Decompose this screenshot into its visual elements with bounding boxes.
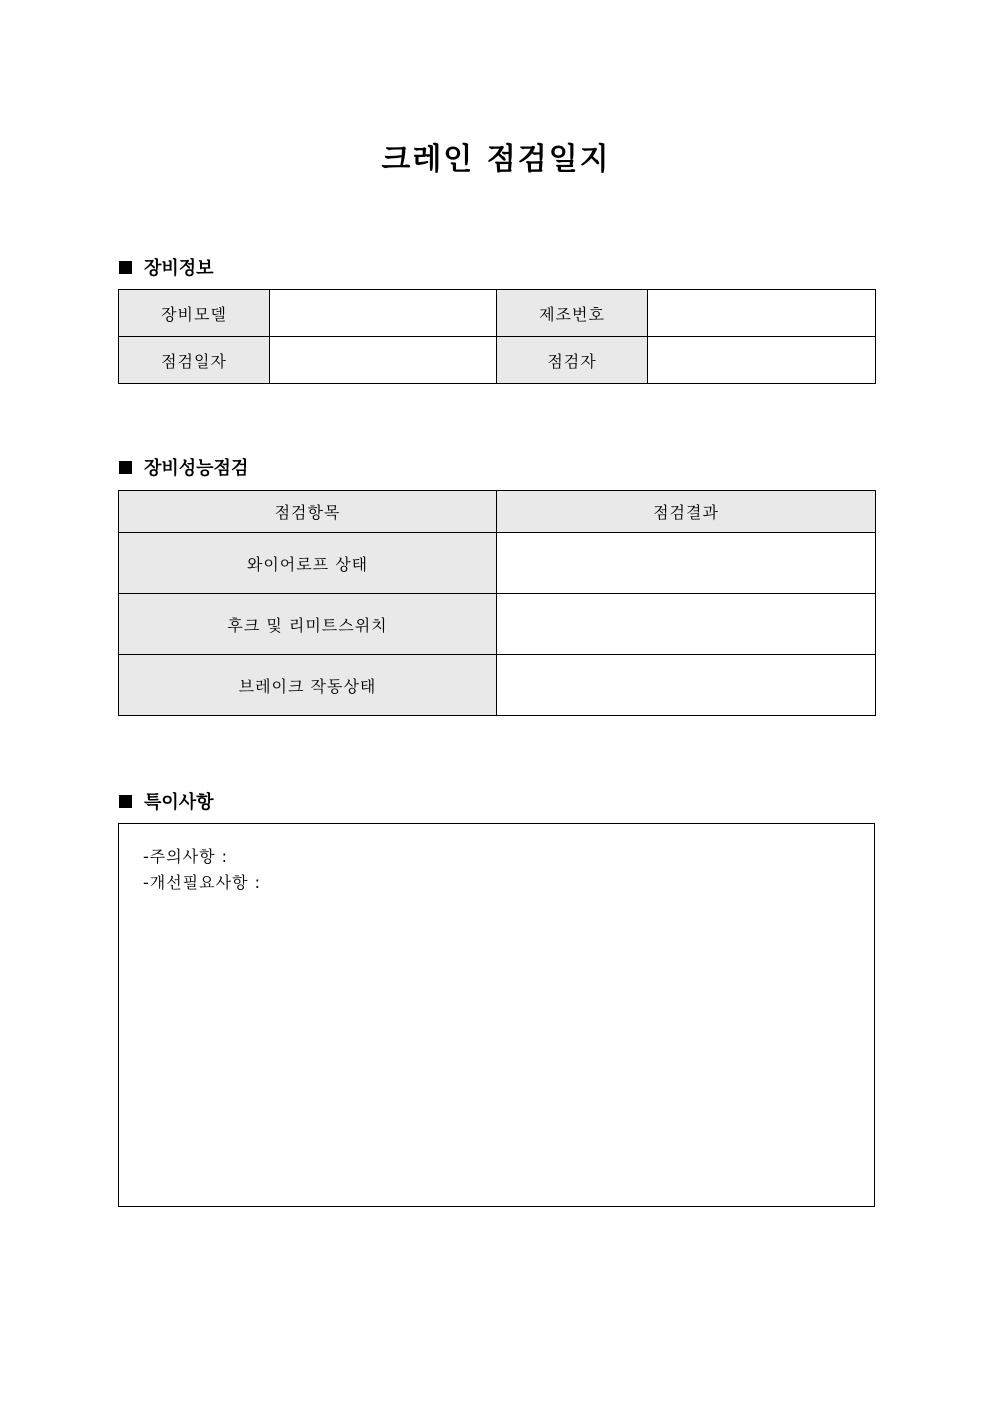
column-header-result: 점검결과	[497, 491, 876, 533]
check-result-brake[interactable]	[497, 655, 876, 716]
table-row	[119, 533, 876, 594]
equipment-info-heading	[119, 254, 214, 280]
performance-check-heading-label: 장비성능점검	[144, 458, 249, 479]
table-row	[119, 337, 876, 384]
serial-number-label: 제조번호	[497, 290, 648, 337]
remarks-heading	[119, 788, 214, 814]
check-item-brake: 브레이크 작동상태	[119, 655, 497, 716]
performance-check-heading	[119, 454, 248, 480]
equipment-info-table	[118, 289, 876, 384]
check-result-wire-rope[interactable]	[497, 533, 876, 594]
inspection-date-value[interactable]	[270, 337, 497, 384]
square-bullet-icon	[119, 795, 132, 808]
table-row	[119, 594, 876, 655]
column-header-item: 점검항목	[119, 491, 497, 533]
equipment-model-value[interactable]	[270, 290, 497, 337]
inspector-value[interactable]	[648, 337, 876, 384]
check-result-hook-limit-switch[interactable]	[497, 594, 876, 655]
square-bullet-icon	[119, 261, 132, 274]
remarks-heading-label: 특이사항	[144, 792, 214, 813]
check-item-hook-limit-switch: 후크 및 리미트스위치	[119, 594, 497, 655]
square-bullet-icon	[119, 461, 132, 474]
inspection-date-label: 점검일자	[119, 337, 270, 384]
remarks-box[interactable]	[118, 823, 875, 1207]
remarks-improvement-line: -개선필요사항 :	[143, 873, 261, 892]
performance-check-table	[118, 490, 876, 716]
table-row	[119, 655, 876, 716]
inspector-label: 점검자	[497, 337, 648, 384]
serial-number-value[interactable]	[648, 290, 876, 337]
equipment-model-label: 장비모델	[119, 290, 270, 337]
equipment-info-heading-label: 장비정보	[144, 258, 214, 279]
table-row	[119, 290, 876, 337]
check-item-wire-rope: 와이어로프 상태	[119, 533, 497, 594]
table-header-row	[119, 491, 876, 533]
page-title: 크레인 점검일지	[381, 142, 611, 177]
remarks-caution-line: -주의사항 :	[143, 847, 229, 866]
